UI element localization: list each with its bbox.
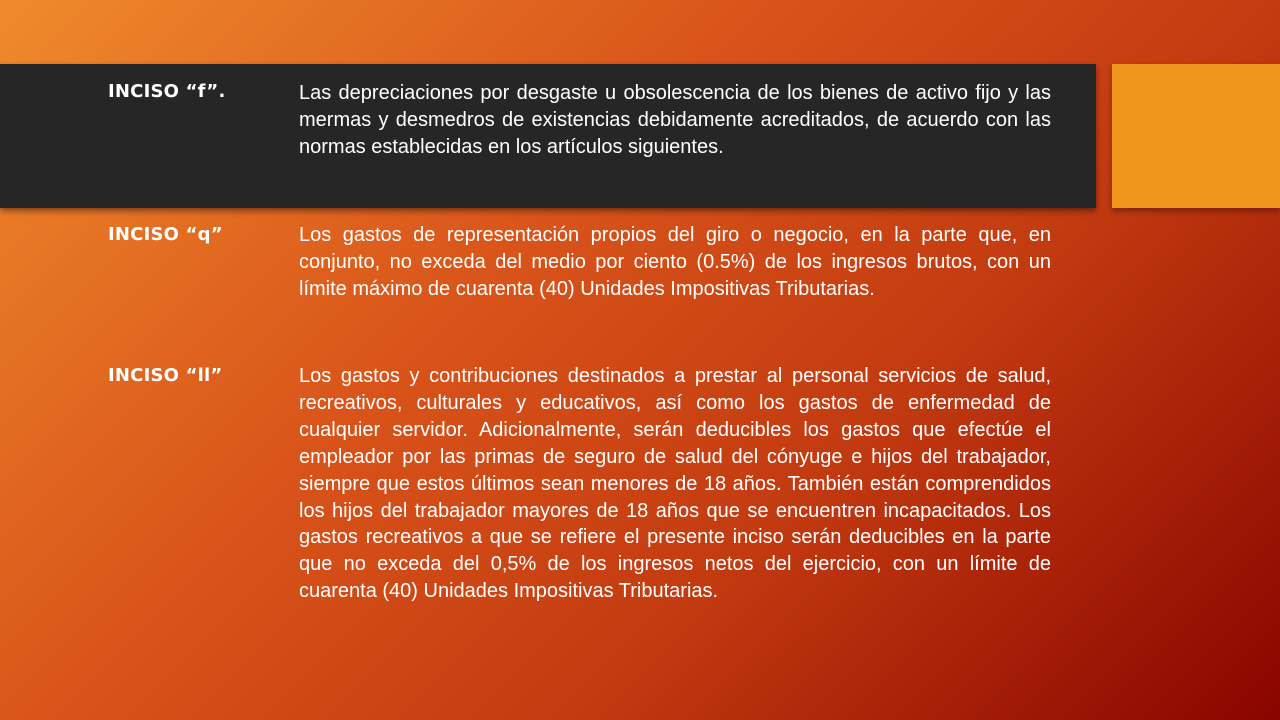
accent-square [1112, 64, 1280, 208]
item-text-inciso-q: Los gastos de representación propios del giro o negocio, en la parte que, en conjunto, no exceda del medio por ciento (0.5%) de los ingresos brutos, con un límite máximo de cuarenta (40) Unidades Impositivas Tributarias. [299, 224, 1051, 300]
item-label-inciso-ll: INCISO “ll” [108, 365, 223, 386]
item-label-inciso-f: INCISO “f”. [108, 81, 226, 102]
item-label-inciso-q: INCISO “q” [108, 224, 223, 245]
item-text-inciso-f: Las depreciaciones por desgaste u obsolescencia de los bienes de activo fijo y las mermas y desmedros de existencias debidamente acreditados, de acuerdo con las normas establecidas en los artículos siguientes. [299, 82, 1051, 158]
item-text-inciso-ll: Los gastos y contribuciones destinados a prestar al personal servicios de salud, recreativos, culturales y educativos, así como los gastos de enfermedad de cualquier servidor. Adicionalmente, serán deducibles los gastos que efectúe el empleador por las primas de seguro de salud del cónyuge e hijos del trabajador, siempre que estos últimos sean menores de 18 años. También están comprendidos los hijos del trabajador mayores de 18 años que se encuentren incapacitados. Los gastos recreativos a que se refiere el presente inciso serán deducibles en la parte que no exceda del 0,5% de los ingresos netos del ejercicio, con un límite de cuarenta (40) Unidades Impositivas Tributarias. [299, 365, 1051, 603]
